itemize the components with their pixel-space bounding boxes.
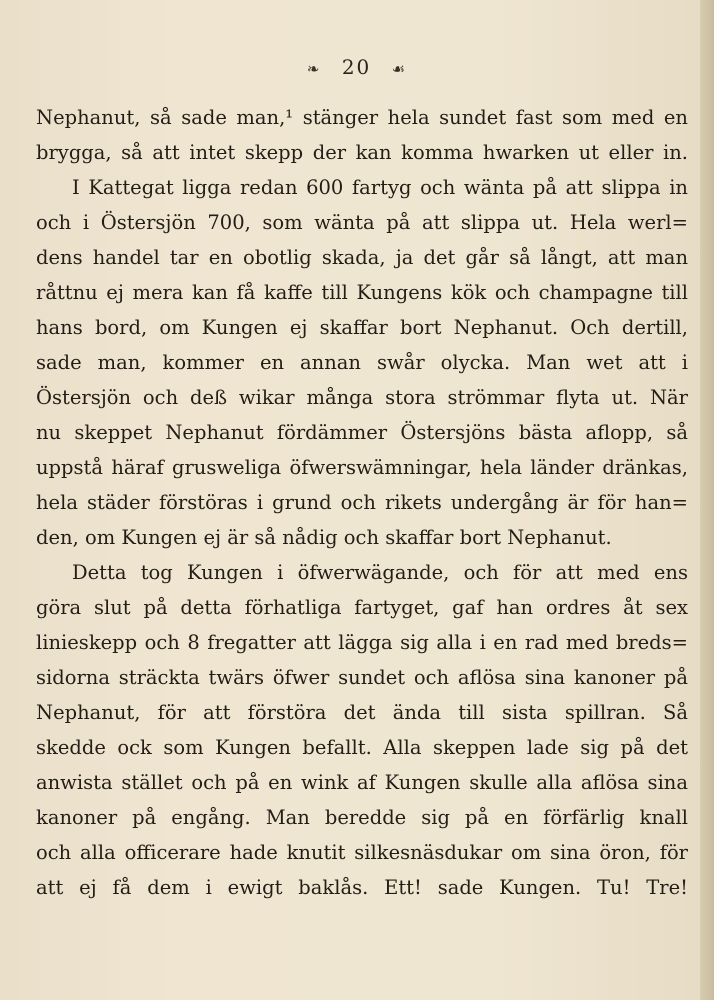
text-line: anwista stället och på en wink af Kungen skulle alla aflösa sina: [36, 771, 688, 794]
ornament-left-icon: ❧: [306, 60, 322, 78]
text-line: hela städer förstöras i grund och rikets undergång är för han=: [36, 491, 688, 514]
body-text: [36, 100, 688, 905]
text-line: I Kattegat ligga redan 600 fartyg och wänta på att slippa in: [72, 176, 688, 199]
text-line: och alla officerare hade knutit silkesnäsdukar om sina öron, för: [36, 841, 688, 864]
text-line: brygga, så att intet skepp der kan komma hwarken ut eller in.: [36, 141, 688, 164]
text-line: Detta tog Kungen i öfwerwägande, och för att med ens: [72, 561, 688, 584]
text-line: Nephanut, så sade man,¹ stänger hela sundet fast som med en: [36, 106, 688, 129]
text-line: Östersjön och deß wikar många stora strömmar flyta ut. När: [36, 386, 688, 409]
text-line: nu skeppet Nephanut fördämmer Östersjöns bästa aflopp, så: [36, 421, 688, 444]
text-line: att ej få dem i ewigt baklås. Ett! sade Kungen. Tu! Tre!: [36, 876, 688, 899]
text-line: linieskepp och 8 fregatter att lägga sig alla i en rad med breds=: [36, 631, 688, 654]
page-header: [0, 55, 714, 79]
text-line: skedde ock som Kungen befallt. Alla skeppen lade sig på det: [36, 736, 688, 759]
text-line: uppstå häraf gruswеliga öfwerswämningar, hela länder dränkas,: [36, 456, 688, 479]
text-line: sidorna sträckta twärs öfwer sundet och aflösa sina kanoner på: [36, 666, 688, 689]
text-line: kanoner på engång. Man beredde sig på en förfärlig knall: [36, 806, 688, 829]
text-line: Nephanut, för att förstöra det ända till sista spillran. Så: [36, 701, 688, 724]
text-line: och i Östersjön 700, som wänta på att slippa ut. Hela werl=: [36, 211, 688, 234]
paragraph-1: [36, 100, 688, 555]
page-gutter: [700, 0, 714, 1000]
page-number: 20: [341, 55, 372, 79]
text-line: hans bord, om Kungen ej skaffar bort Nephanut. Och dertill,: [36, 316, 688, 339]
text-line: den, om Kungen ej är så nådig och skaffar bort Nephanut.: [36, 526, 612, 549]
ornament-right-icon: ☙: [391, 60, 408, 78]
text-line: råttnu ej mera kan få kaffe till Kungens kök och champagne till: [36, 281, 688, 304]
text-line: göra slut på detta förhatliga fartyget, gaf han ordres åt sex: [36, 596, 688, 619]
text-line: sade man, kommer en annan swår olycka. Man wet att i: [36, 351, 688, 374]
text-line: dens handel tar en obotlig skada, ja det går så långt, att man: [36, 246, 688, 269]
paragraph-2: [36, 555, 688, 905]
